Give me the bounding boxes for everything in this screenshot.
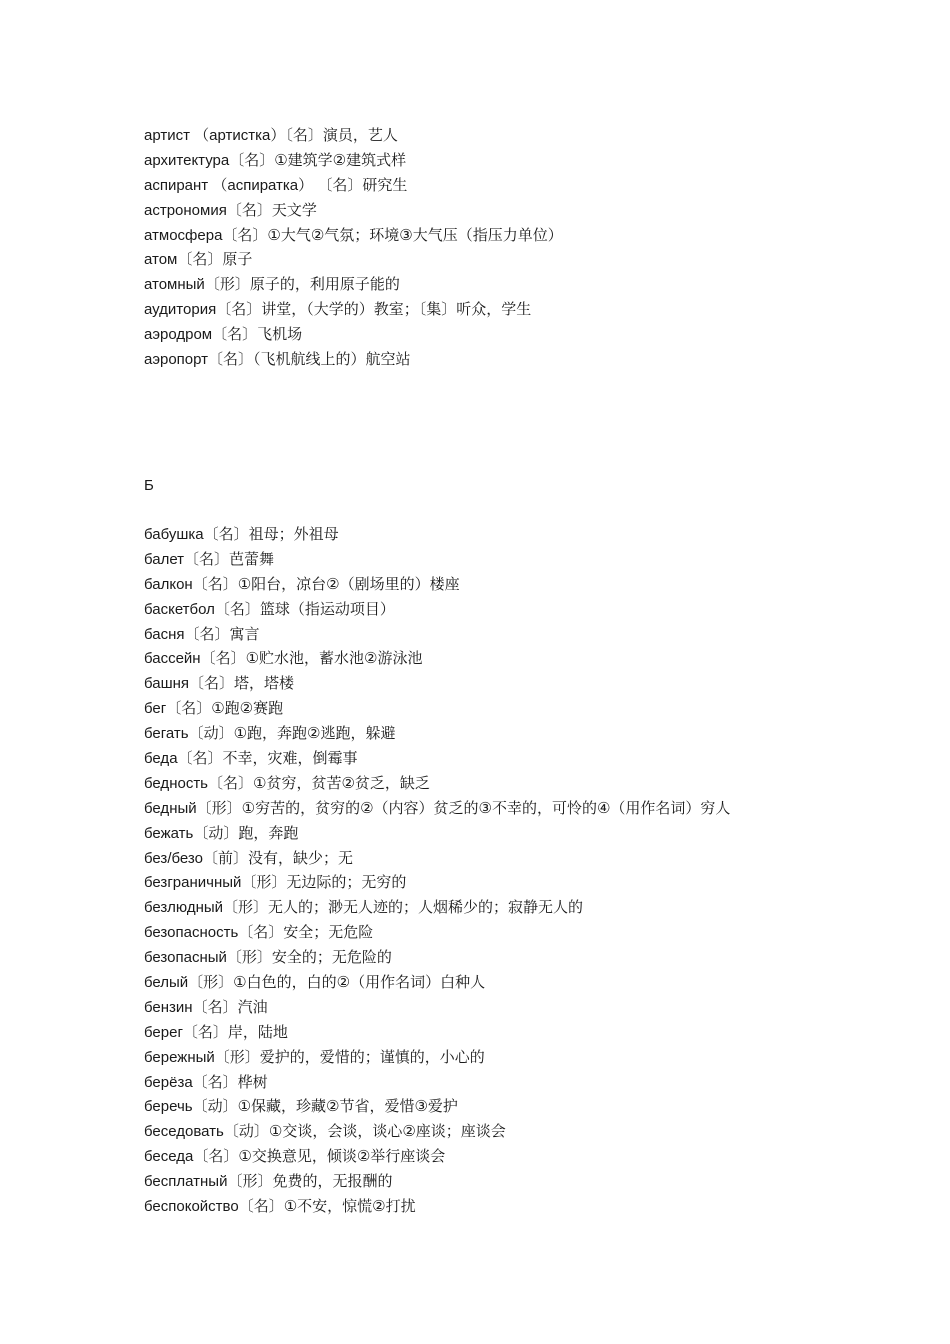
dictionary-entry: беспокойство〔名〕①不安，惊慌②打扰 <box>144 1198 416 1216</box>
dictionary-entry: безлюдный〔形〕无人的；渺无人迹的；人烟稀少的；寂静无人的 <box>144 899 584 917</box>
dictionary-entry: беречь〔动〕①保藏，珍藏②节省，爱惜③爱护 <box>144 1098 458 1116</box>
dictionary-entry: берег〔名〕岸，陆地 <box>144 1023 288 1041</box>
dictionary-entry: астрономия〔名〕天文学 <box>144 201 317 219</box>
dictionary-entry: бассейн〔名〕①贮水池，蓄水池②游泳池 <box>144 650 423 668</box>
dictionary-entry: безопасность〔名〕安全；无危险 <box>144 924 374 942</box>
dictionary-entry: бег〔名〕①跑②赛跑 <box>144 700 284 718</box>
dictionary-entry: бежать〔动〕跑，奔跑 <box>144 824 299 842</box>
dictionary-entry: атомный〔形〕原子的，利用原子能的 <box>144 276 400 294</box>
dictionary-entry: безграничный〔形〕无边际的；无穷的 <box>144 874 407 892</box>
dictionary-entry: архитектура〔名〕①建筑学②建筑式样 <box>144 151 407 169</box>
dictionary-entry: башня〔名〕塔，塔楼 <box>144 675 295 693</box>
dictionary-entry: бабушка〔名〕祖母；外祖母 <box>144 526 339 543</box>
dictionary-entry: басня〔名〕寓言 <box>144 625 260 643</box>
dictionary-entry: бедный〔形〕①穷苦的，贫穷的②（内容）贫乏的③不幸的，可怜的④（用作名词）穷人 <box>144 799 731 817</box>
entry-list-b <box>144 523 924 1220</box>
dictionary-entry: бегать〔动〕①跑，奔跑②逃跑，躲避 <box>144 725 396 743</box>
dictionary-entry: балкон〔名〕①阳台，凉台②（剧场里的）楼座 <box>144 575 460 593</box>
entry-list-a <box>144 124 924 373</box>
dictionary-entry: бережный〔形〕爱护的，爱惜的；谨慎的，小心的 <box>144 1048 485 1066</box>
dictionary-entry: бензин〔名〕汽油 <box>144 998 268 1016</box>
dictionary-entry: бесплатный〔形〕免费的，无报酬的 <box>144 1173 393 1191</box>
dictionary-entry: атмосфера〔名〕①大气②气氛；环境③大气压（指压力单位） <box>144 226 563 244</box>
dictionary-entry: аэродром〔名〕飞机场 <box>144 326 303 344</box>
dictionary-entry: без/безо〔前〕没有，缺少；无 <box>144 849 353 867</box>
dictionary-entry: беседа〔名〕①交换意见，倾谈②举行座谈会 <box>144 1148 446 1166</box>
dictionary-entry: беда〔名〕不幸，灾难，倒霉事 <box>144 750 358 768</box>
dictionary-entry: аудитория〔名〕讲堂，（大学的）教室；〔集〕听众，学生 <box>144 301 532 319</box>
section-letter-heading: Б <box>144 477 154 494</box>
dictionary-entry: артист （артистка）〔名〕演员，艺人 <box>144 127 398 144</box>
dictionary-entry: атом〔名〕原子 <box>144 251 253 269</box>
dictionary-entry: балет〔名〕芭蕾舞 <box>144 550 275 568</box>
dictionary-entry: безопасный〔形〕安全的；无危险的 <box>144 949 392 967</box>
dictionary-entry: баскетбол〔名〕篮球（指运动项目） <box>144 600 395 618</box>
dictionary-entry: беседовать〔动〕①交谈，会谈，谈心②座谈；座谈会 <box>144 1123 506 1141</box>
dictionary-entry: белый〔形〕①白色的，白的②（用作名词）白种人 <box>144 974 486 992</box>
dictionary-entry: берёза〔名〕桦树 <box>144 1073 268 1091</box>
dictionary-entry: аспирант （аспиратка） 〔名〕研究生 <box>144 176 408 194</box>
dictionary-entry: бедность〔名〕①贫穷，贫苦②贫乏，缺乏 <box>144 774 430 792</box>
dictionary-entry: аэропорт〔名〕（飞机航线上的）航空站 <box>144 351 411 369</box>
